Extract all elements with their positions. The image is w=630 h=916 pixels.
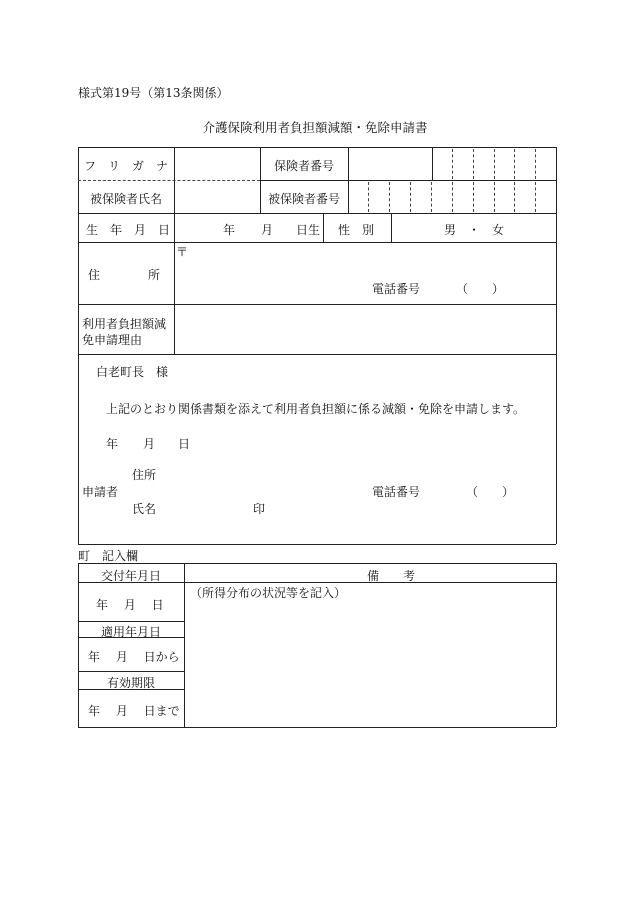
applicant-phone-label: 電話番号 bbox=[372, 485, 421, 499]
issue-date-label: 交付年月日 bbox=[100, 569, 161, 583]
phone-label: 電話番号 bbox=[372, 282, 421, 296]
declaration-statement: 上記のとおり関係書類を添えて利用者負担額に係る減額・免除を申請します。 bbox=[106, 402, 526, 416]
date-day: 日 bbox=[178, 437, 191, 451]
issue-date-value: 年 月 日 bbox=[96, 598, 164, 612]
sex-options: 男 ・ 女 bbox=[444, 223, 505, 237]
applicant-name-label: 氏名 bbox=[132, 502, 157, 516]
form-number: 様式第19号（第13条関係） bbox=[78, 86, 229, 100]
applicant-address-label: 住所 bbox=[132, 468, 157, 482]
reason-label-line2: 免申請理由 bbox=[82, 333, 143, 347]
furigana-label: フ リ ガ ナ bbox=[84, 159, 169, 173]
phone-parens: （ ） bbox=[456, 282, 505, 296]
seal-label: 印 bbox=[253, 502, 266, 516]
insured-number-label: 被保険者番号 bbox=[267, 192, 340, 206]
remarks-label: 備 考 bbox=[367, 569, 416, 583]
birthdate-year: 年 bbox=[223, 223, 236, 237]
postal-mark: 〒 bbox=[176, 245, 189, 259]
insurer-number-label: 保険者番号 bbox=[273, 159, 334, 173]
apply-date-label: 適用年月日 bbox=[100, 625, 161, 639]
address-label: 住 所 bbox=[88, 268, 161, 282]
date-year: 年 bbox=[106, 437, 119, 451]
town-section-heading: 町 記入欄 bbox=[78, 549, 139, 563]
birthdate-label: 生 年 月 日 bbox=[86, 223, 171, 237]
birthdate-day: 日生 bbox=[296, 223, 321, 237]
remarks-note: （所得分布の状況等を記入） bbox=[190, 586, 347, 600]
form-title: 介護保険利用者負担額減額・免除申請書 bbox=[202, 120, 428, 135]
valid-value: 年 月 日まで bbox=[88, 704, 180, 718]
addressee: 白老町長 様 bbox=[96, 365, 169, 379]
date-month: 月 bbox=[143, 437, 156, 451]
applicant-label: 申請者 bbox=[82, 485, 119, 499]
reason-label-line1: 利用者負担額減 bbox=[82, 317, 167, 331]
birthdate-month: 月 bbox=[261, 223, 274, 237]
apply-date-value: 年 月 日から bbox=[88, 650, 180, 664]
valid-label: 有効期限 bbox=[106, 676, 155, 690]
applicant-phone-parens: （ ） bbox=[466, 485, 515, 499]
sex-label: 性 別 bbox=[338, 223, 375, 237]
insured-name-label: 被保険者氏名 bbox=[89, 192, 162, 206]
